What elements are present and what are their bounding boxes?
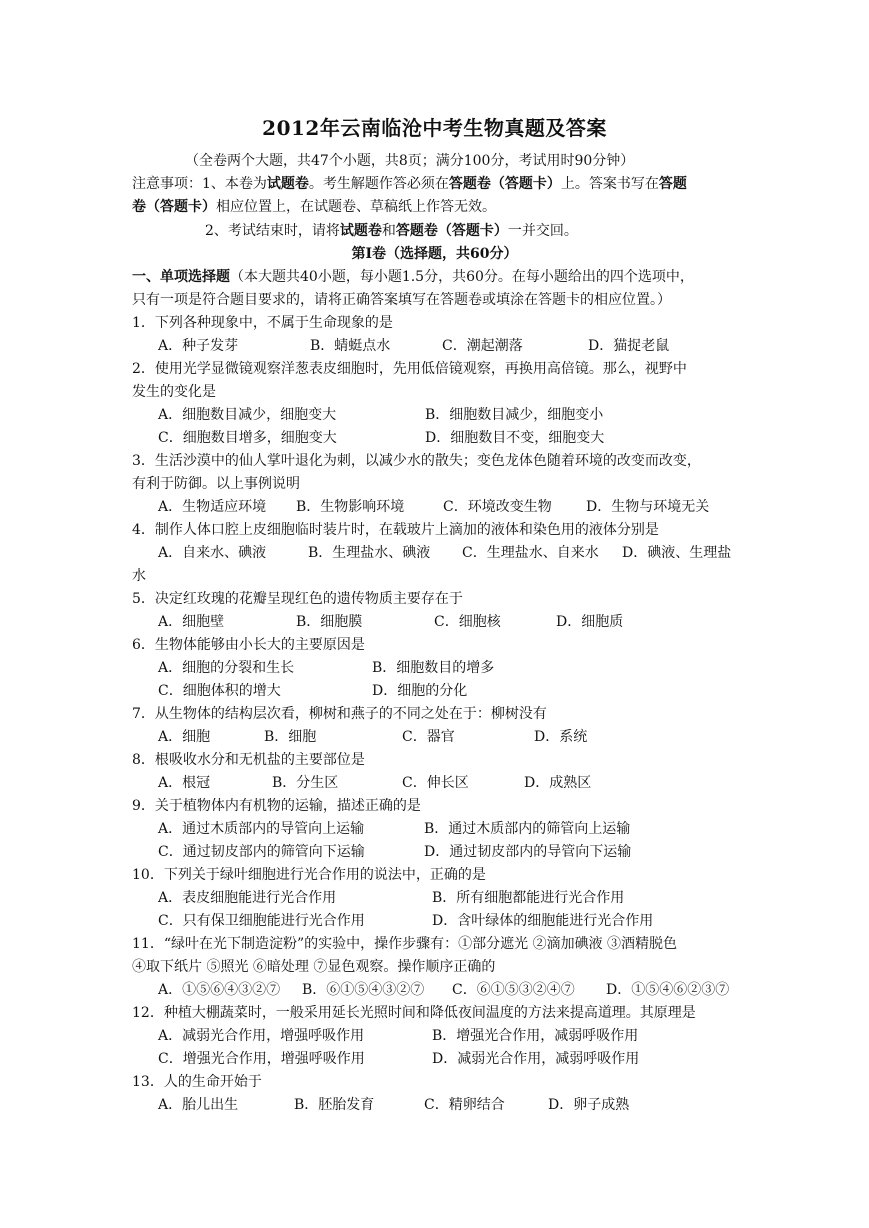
notice-text: 2、考试结束时，请将 <box>205 223 340 239</box>
q10-option-b: B．所有细胞都能进行光合作用 <box>432 890 625 906</box>
q12-option-a: A．减弱光合作用，增强呼吸作用 <box>158 1028 365 1044</box>
q1-option-c: C．潮起潮落 <box>442 338 523 354</box>
question-13: 13．人的生命开始于 <box>132 1074 262 1090</box>
q3-option-d: D．生物与环境无关 <box>586 499 710 515</box>
notice-line-2 <box>132 196 496 218</box>
part1-heading-line-2: 只有一项是符合题目要求的，请将正确答案填写在答题卷或填涂在答题卡的相应位置。） <box>132 292 671 308</box>
part1-heading-text: （本大题共40小题，每小题1.5分，共60分。在每小题给出的四个选项中， <box>230 269 694 285</box>
q9-option-c: C．通过韧皮部内的筛管向下运输 <box>158 844 365 860</box>
q4-option-d: D．碘液、生理盐 <box>622 545 732 561</box>
q8-option-c: C．伸长区 <box>402 775 469 791</box>
question-9: 9．关于植物体内有机物的运输，描述正确的是 <box>132 798 421 814</box>
q12-option-c: C．增强光合作用，增强呼吸作用 <box>158 1051 365 1067</box>
q11-option-a: A．①⑤⑥④③②⑦ <box>158 982 281 998</box>
notice-text: 相应位置上，在试题卷、草稿纸上作答无效。 <box>216 199 496 215</box>
notice-text: 一并交回。 <box>507 223 578 239</box>
notice-line-3 <box>205 220 578 242</box>
question-7: 7．从生物体的结构层次看，柳树和燕子的不同之处在于：柳树没有 <box>132 706 547 722</box>
q5-option-c: C．细胞核 <box>434 614 501 630</box>
q2-option-b: B．细胞数目减少，细胞变小 <box>425 407 604 423</box>
q3-option-c: C．环境改变生物 <box>443 499 552 515</box>
q9-option-a: A．通过木质部内的导管向上运输 <box>158 821 365 837</box>
q1-option-a: A．种子发芽 <box>158 338 239 354</box>
q3-option-b: B．生物影响环境 <box>296 499 405 515</box>
q6-option-c: C．细胞体积的增大 <box>158 683 281 699</box>
q7-option-d: D．系统 <box>534 729 588 745</box>
q6-option-b: B．细胞数目的增多 <box>372 660 495 676</box>
notice-text: 和 <box>381 223 396 239</box>
question-3: 3．生活沙漠中的仙人掌叶退化为刺，以减少水的散失；变色龙体色随着环境的改变而改变， <box>132 453 701 469</box>
q7-option-b: B．细胞 <box>264 729 317 745</box>
notice-bold: 答题卷（答题卡） <box>448 176 561 192</box>
question-1: 1．下列各种现象中，不属于生命现象的是 <box>132 315 393 331</box>
q2-option-a: A．细胞数目减少，细胞变大 <box>158 407 337 423</box>
notice-bold: 答题卷（答题卡） <box>395 223 508 239</box>
q10-option-c: C．只有保卫细胞能进行光合作用 <box>158 913 365 929</box>
page-title: 2012年云南临沧中考生物真题及答案 <box>262 116 607 140</box>
q10-option-a: A．表皮细胞能进行光合作用 <box>158 890 337 906</box>
question-10: 10．下列关于绿叶细胞进行光合作用的说法中，正确的是 <box>132 867 486 883</box>
question-2: 2．使用光学显微镜观察洋葱表皮细胞时，先用低倍镜观察，再换用高倍镜。那么，视野中 <box>132 361 687 377</box>
q12-option-b: B．增强光合作用，减弱呼吸作用 <box>432 1028 639 1044</box>
q6-option-a: A．细胞的分裂和生长 <box>158 660 295 676</box>
question-11: 11．“绿叶在光下制造淀粉”的实验中，操作步骤有：①部分遮光 ②滴加碘液 ③酒精脱色 <box>132 936 678 952</box>
notice-bold: 卷（答题卡） <box>132 199 216 215</box>
notice-text: 。考生解题作答必须在 <box>308 176 449 192</box>
q10-option-d: D．含叶绿体的细胞能进行光合作用 <box>432 913 654 929</box>
q4-option-b: B．生理盐水、碘液 <box>308 545 431 561</box>
notice-bold: 答题 <box>658 176 687 192</box>
q13-option-d: D．卵子成熟 <box>548 1097 630 1113</box>
q2-option-c: C．细胞数目增多，细胞变大 <box>158 430 337 446</box>
q7-option-a: A．细胞 <box>158 729 211 745</box>
q4-option-c: C．生理盐水、自来水 <box>462 545 599 561</box>
q12-option-d: D．减弱光合作用，减弱呼吸作用 <box>432 1051 640 1067</box>
notice-text: 注意事项：1、本卷为 <box>132 176 267 192</box>
question-2-cont: 发生的变化是 <box>132 384 216 400</box>
question-12: 12．种植大棚蔬菜时，一般采用延长光照时间和降低夜间温度的方法来提高道理。其原理是 <box>132 1005 696 1021</box>
q8-option-d: D．成熟区 <box>524 775 592 791</box>
q8-option-b: B．分生区 <box>272 775 339 791</box>
q3-option-a: A．生物适应环境 <box>158 499 267 515</box>
question-5: 5．决定红玫瑰的花瓣呈现红色的遗传物质主要存在于 <box>132 591 463 607</box>
q1-option-d: D．猫捉老鼠 <box>588 338 670 354</box>
q13-option-c: C．精卵结合 <box>424 1097 505 1113</box>
q1-option-b: B．蜻蜓点水 <box>310 338 391 354</box>
q4-option-d-cont: 水 <box>132 568 146 584</box>
q6-option-d: D．细胞的分化 <box>372 683 468 699</box>
q9-option-d: D．通过韧皮部内的导管向下运输 <box>424 844 632 860</box>
q13-option-a: A．胎儿出生 <box>158 1097 239 1113</box>
q2-option-d: D．细胞数目不变，细胞变大 <box>425 430 605 446</box>
question-6: 6．生物体能够由小长大的主要原因是 <box>132 637 365 653</box>
part1-heading <box>132 266 694 288</box>
q5-option-a: A．细胞壁 <box>158 614 225 630</box>
section-heading: 第Ⅰ卷（选择题，共60分） <box>351 246 518 262</box>
question-8: 8．根吸收水分和无机盐的主要部位是 <box>132 752 365 768</box>
notice-line-1 <box>132 173 687 195</box>
question-11-cont: ④取下纸片 ⑤照光 ⑥暗处理 ⑦显色观察。操作顺序正确的 <box>132 959 496 975</box>
notice-bold: 试题卷 <box>266 176 309 192</box>
q8-option-a: A．根冠 <box>158 775 211 791</box>
q11-option-c: C．⑥①⑤③②④⑦ <box>452 982 575 998</box>
q13-option-b: B．胚胎发育 <box>294 1097 375 1113</box>
notice-text: 上。答案书写在 <box>560 176 659 192</box>
q4-option-a: A．自来水、碘液 <box>158 545 267 561</box>
exam-meta: （全卷两个大题，共47个小题，共8页；满分100分，考试用时90分钟） <box>185 153 635 169</box>
question-3-cont: 有利于防御。以上事例说明 <box>132 476 300 492</box>
q11-option-d: D．①⑤④⑥②③⑦ <box>606 982 730 998</box>
q5-option-b: B．细胞膜 <box>296 614 363 630</box>
q9-option-b: B．通过木质部内的筛管向上运输 <box>424 821 631 837</box>
q11-option-b: B．⑥①⑤④③②⑦ <box>302 982 425 998</box>
notice-bold: 试题卷 <box>339 223 382 239</box>
question-4: 4．制作人体口腔上皮细胞临时装片时，在载玻片上滴加的液体和染色用的液体分别是 <box>132 522 659 538</box>
q7-option-c: C．器官 <box>402 729 455 745</box>
part1-heading-bold: 一、单项选择题 <box>132 269 230 285</box>
q5-option-d: D．细胞质 <box>556 614 624 630</box>
